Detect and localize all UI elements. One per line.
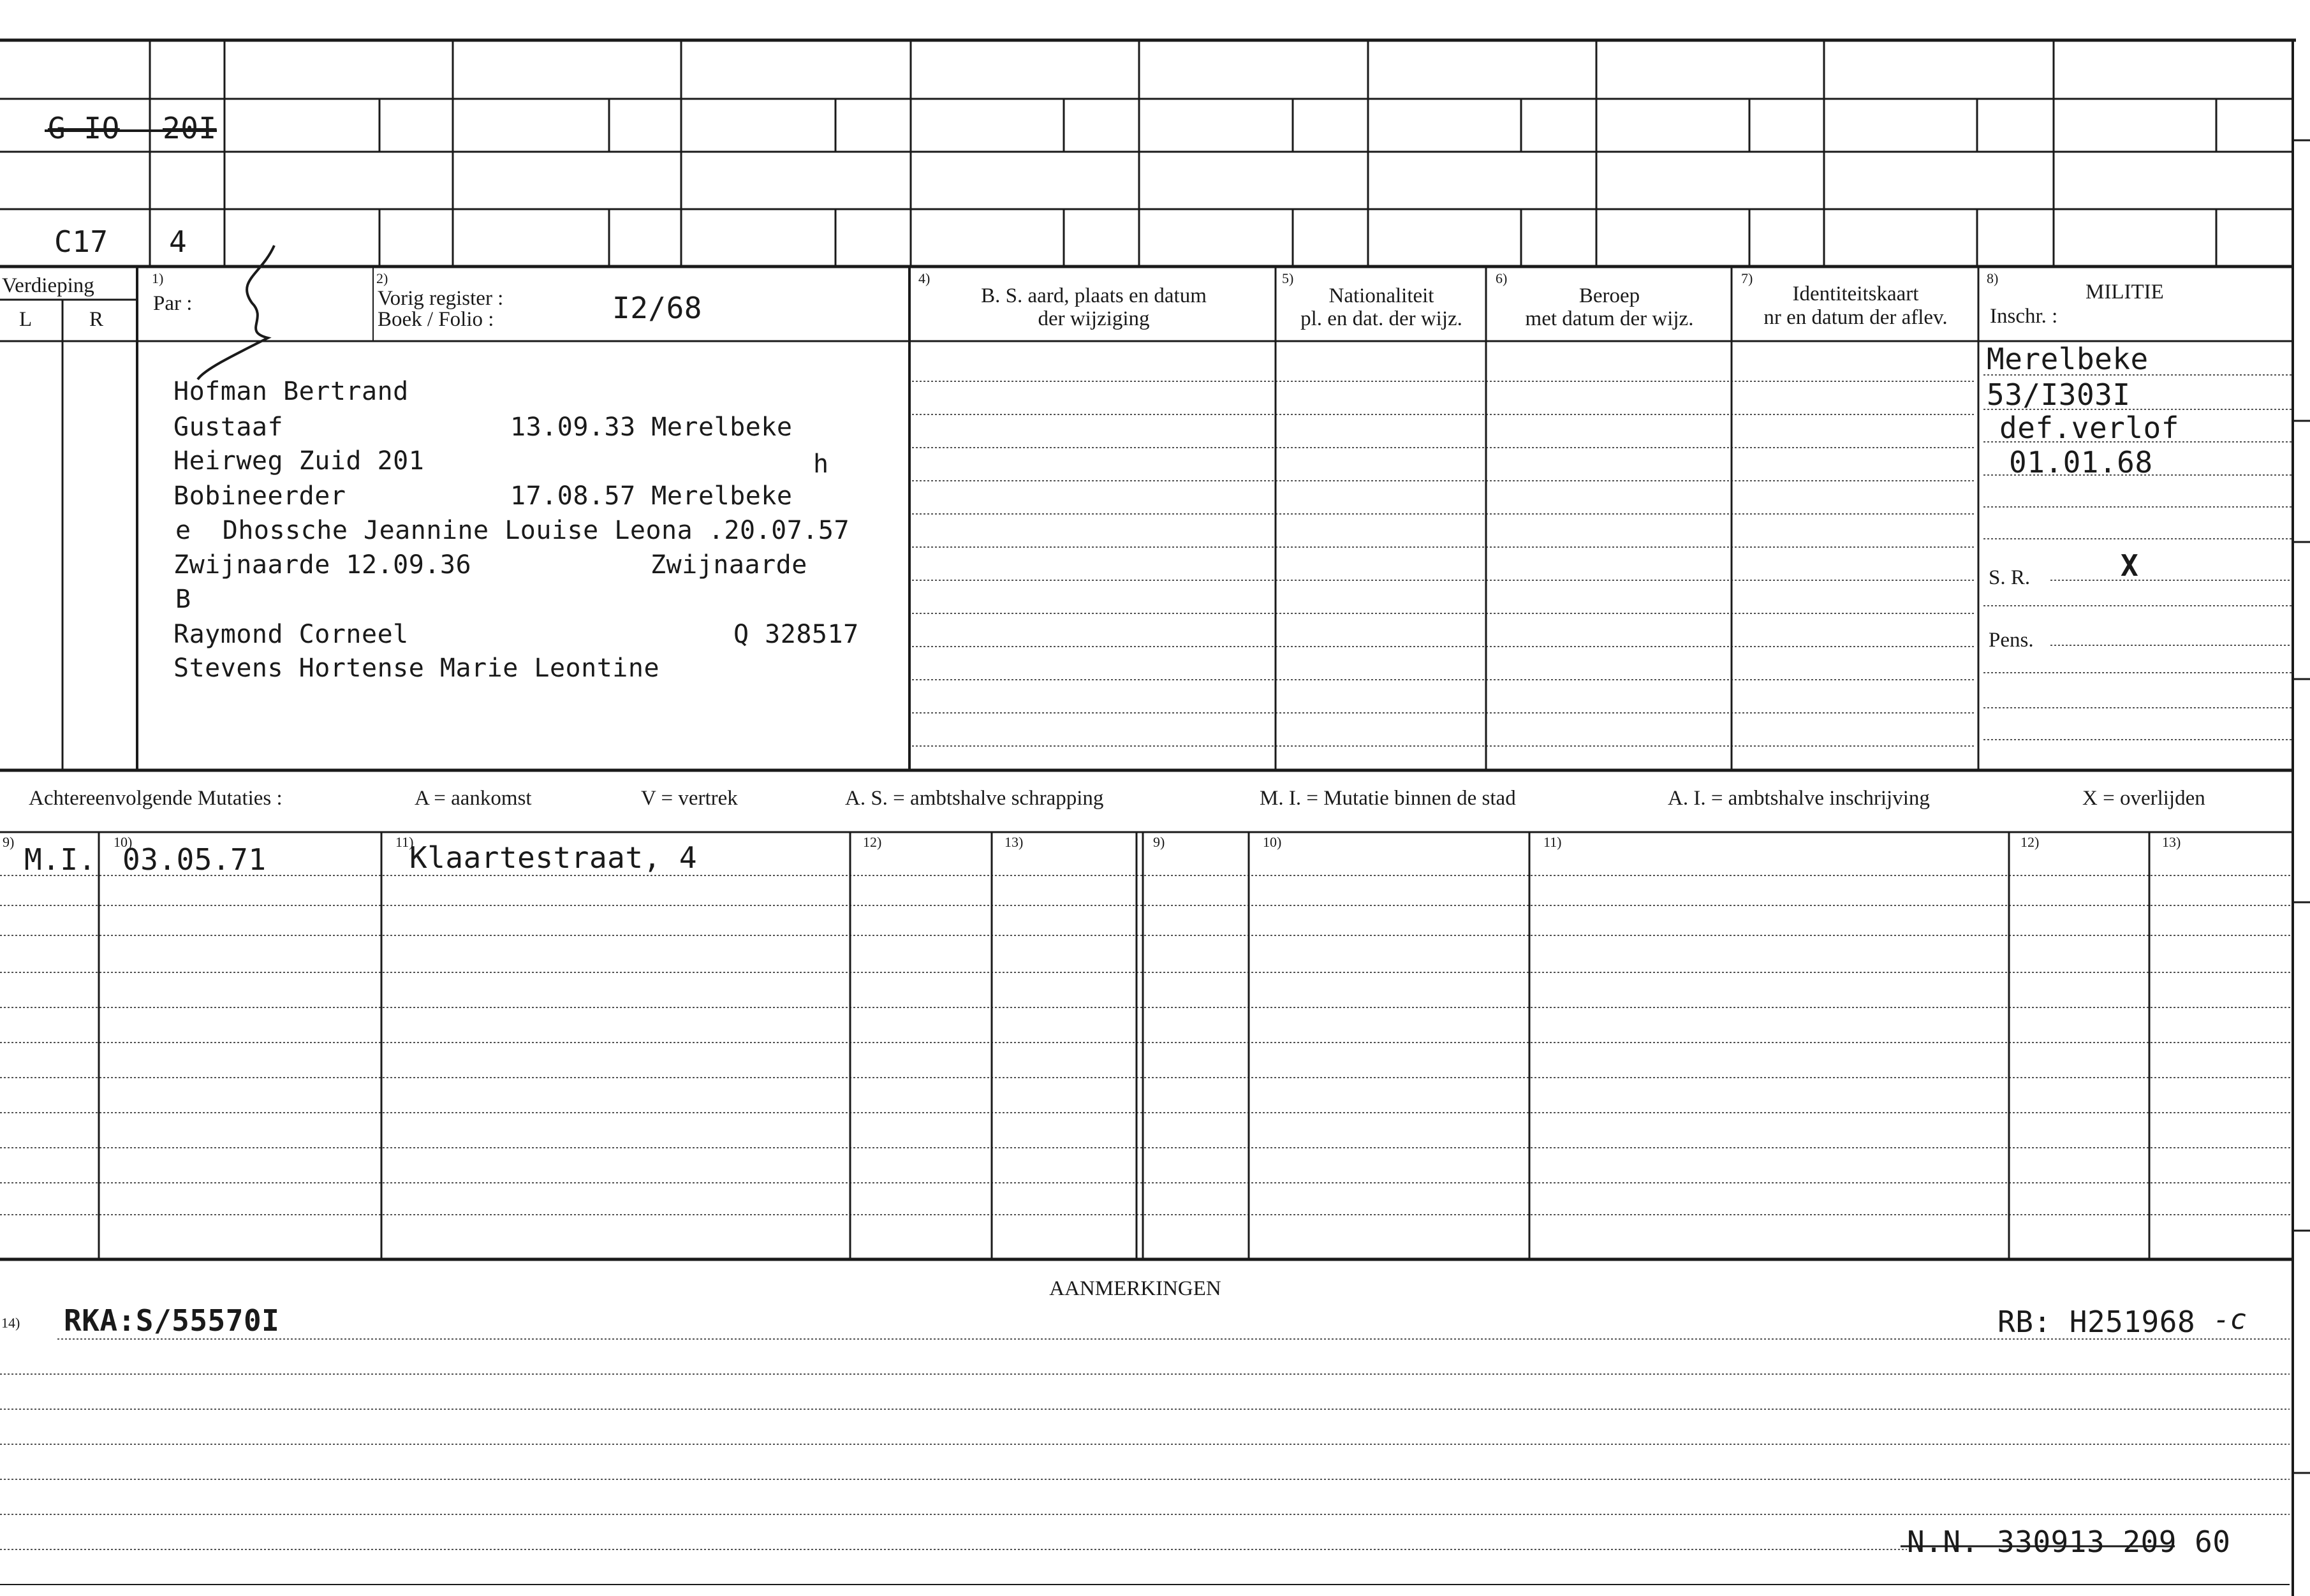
legend-title: Achtereenvolgende Mutaties : <box>29 787 283 810</box>
register-code: C17 <box>54 224 108 259</box>
bs-label-line2: der wijziging <box>1038 307 1150 330</box>
field-number-10: 10) <box>114 834 133 850</box>
legend-mutatie: M. I. = Mutatie binnen de stad <box>1260 787 1516 810</box>
field-number-9: 9) <box>3 834 15 850</box>
remarks-title: AANMERKINGEN <box>1049 1277 1221 1300</box>
nationaliteit-label-line2: pl. en dat. der wijz. <box>1300 307 1462 330</box>
par-label: Par : <box>153 292 193 315</box>
beroep-label-line1: Beroep <box>1578 284 1640 307</box>
field-number-12b: 12) <box>2020 834 2040 850</box>
field-number-4: 4) <box>918 270 931 286</box>
sr-label: S. R. <box>1989 566 2031 589</box>
field-number-7: 7) <box>1741 270 1753 286</box>
field-number-1: 1) <box>152 270 164 286</box>
militie-place: Merelbeke <box>1987 342 2149 376</box>
pens-label: Pens. <box>1989 629 2034 652</box>
identiteitskaart-label-line1: Identiteitskaart <box>1792 282 1919 305</box>
militie-date: 01.01.68 <box>2009 445 2153 480</box>
rka-reference: RKA:S/55570I <box>64 1303 280 1338</box>
mutation-date: 03.05.71 <box>122 842 267 877</box>
field-number-12: 12) <box>863 834 882 850</box>
mutation-address: Klaartestraat, 4 <box>409 840 698 875</box>
sr-value: X <box>2121 548 2139 583</box>
column-r-label: R <box>89 308 104 331</box>
field-number-11b: 11) <box>1543 834 1562 850</box>
field-number-5: 5) <box>1282 270 1294 286</box>
boek-folio-label: Boek / Folio : <box>378 308 494 331</box>
legend-vertrek: V = vertrek <box>641 787 738 810</box>
vorig-register-label: Vorig register : <box>378 287 504 310</box>
verdieping-label: Verdieping <box>2 274 94 297</box>
field-number-14: 14) <box>1 1315 20 1331</box>
field-number-8: 8) <box>1987 270 1999 286</box>
field-number-2: 2) <box>376 270 388 286</box>
person-name: Hofman Bertrand <box>173 377 409 406</box>
militie-status: def.verlof <box>1999 411 2179 445</box>
person-code-b: B <box>175 585 191 614</box>
spouse-birthplace: Zwijnaarde <box>651 550 807 580</box>
inschr-label: Inschr. : <box>1990 305 2058 328</box>
person-address: Heirweg Zuid 201 <box>173 446 425 476</box>
national-number: N.N. 330913 209 60 <box>1907 1525 2231 1559</box>
father-code: Q 328517 <box>733 620 859 649</box>
person-marriage: 17.08.57 Merelbeke <box>510 481 793 511</box>
field-number-13: 13) <box>1004 834 1024 850</box>
field-number-9b: 9) <box>1153 834 1165 850</box>
field-number-10b: 10) <box>1263 834 1282 850</box>
person-birth: 13.09.33 Merelbeke <box>510 413 793 442</box>
beroep-label-line2: met datum der wijz. <box>1525 307 1694 330</box>
father-name: Raymond Corneel <box>173 620 409 649</box>
field-number-13b: 13) <box>2162 834 2181 850</box>
nationaliteit-label-line1: Nationaliteit <box>1328 284 1434 307</box>
boek-folio-value: I2/68 <box>612 291 702 325</box>
register-number: 4 <box>169 224 188 259</box>
legend-aankomst: A = aankomst <box>415 787 532 810</box>
column-l-label: L <box>19 308 33 331</box>
spouse-birth: Zwijnaarde 12.09.36 <box>173 550 472 580</box>
person-occupation: Bobineerder <box>173 481 346 511</box>
mother-name: Stevens Hortense Marie Leontine <box>173 654 660 683</box>
spouse-line: e Dhossche Jeannine Louise Leona .20.07.57 <box>175 516 850 545</box>
legend-inschrijving: A. I. = ambtshalve inschrijving <box>1668 787 1930 810</box>
field-number-11: 11) <box>395 834 414 850</box>
legend-schrapping: A. S. = ambtshalve schrapping <box>845 787 1104 810</box>
rb-reference: RB: H251968 <box>1997 1305 2196 1339</box>
old-register-code: G-IO <box>48 111 120 145</box>
old-register-number: 20I <box>163 111 217 145</box>
militie-label: MILITIE <box>2086 281 2164 304</box>
militie-number: 53/I303I <box>1987 377 2131 412</box>
mutation-type: M.I. <box>24 842 96 877</box>
rb-handwritten-suffix: -c <box>2213 1303 2247 1336</box>
person-mark: h <box>813 450 829 479</box>
bs-label-line1: B. S. aard, plaats en datum <box>981 284 1207 307</box>
legend-overlijden: X = overlijden <box>2082 787 2205 810</box>
person-first-names: Gustaaf <box>173 413 284 442</box>
identiteitskaart-label-line2: nr en datum der aflev. <box>1763 306 1948 329</box>
field-number-6: 6) <box>1496 270 1508 286</box>
